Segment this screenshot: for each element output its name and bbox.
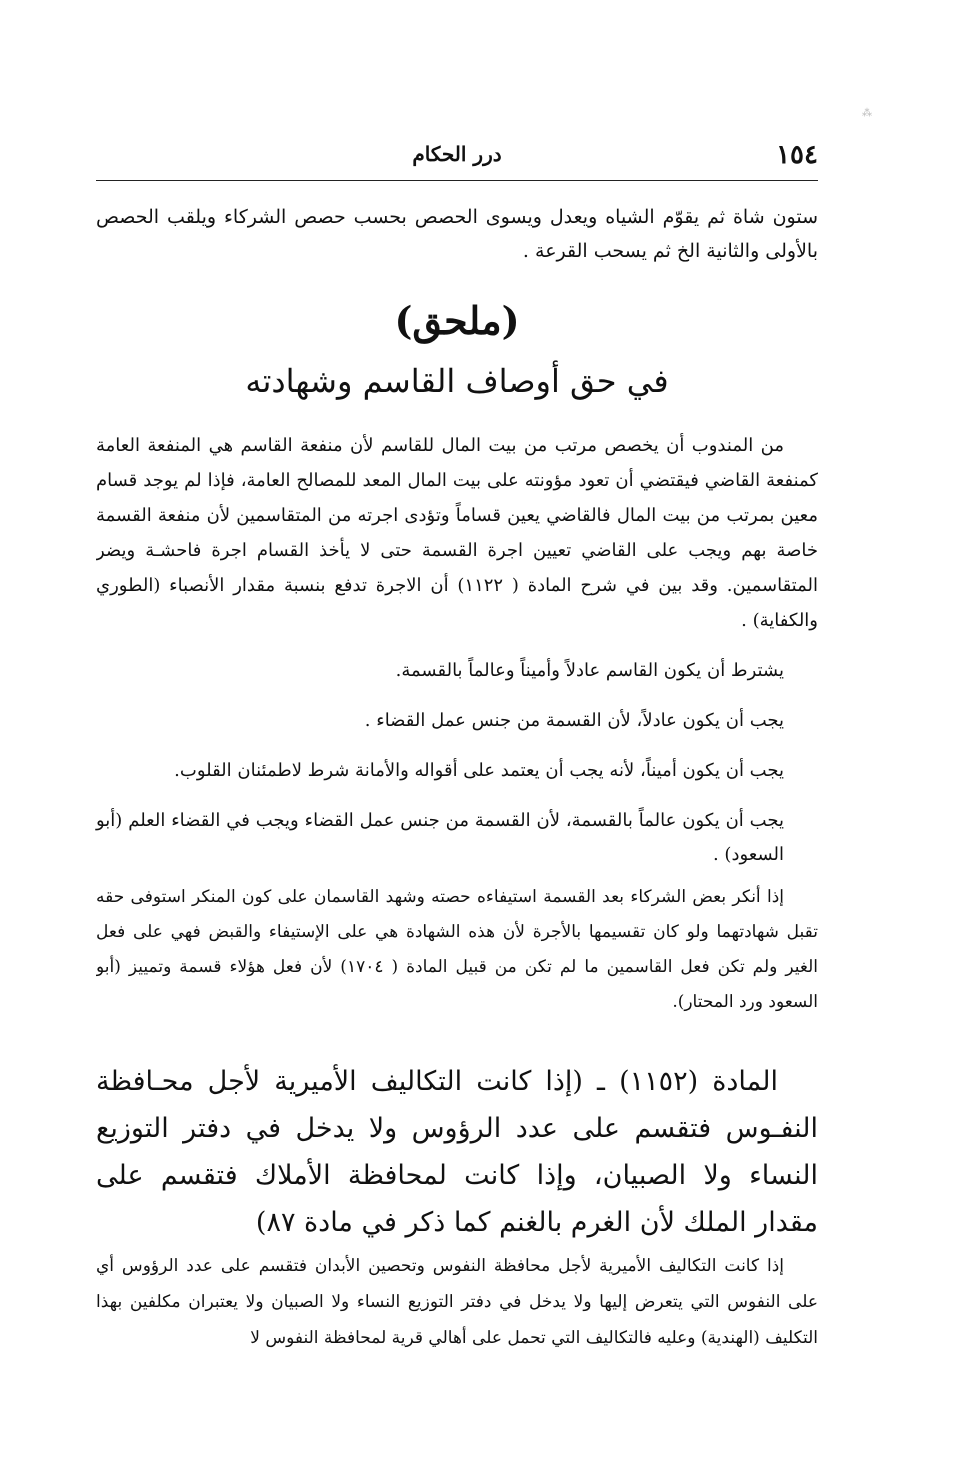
appendix-intro-text: من المندوب أن يخصص مرتب من بيت المال للقاسم لأن منفعة القاسم هي المنفعة العامة كمنفعة القاضي فيقتضي أن تعود مؤونته على بيت المال المعد للمصالح العامة، فإذا لم يوجد قسام معين بمرتب من بيت المال فالقاضي يعين قساماً وتؤدى اجرته من المتقاسمين لأن منفعة القسمة خاصة بهم ويجب على القاضي تعيين اجرة القسمة حتى لا يأخذ القسام اجرة فاحشـة ويضر المتقاسمين. وقد بين في شرح المادة ( ١١٢٢) أن الاجرة تدفع بنسبة مقدار الأنصباء (الطوري والكفاية) . [96,435,818,631]
running-title: درر الحكام [412,142,502,166]
condition-text: يجب أن يكون عالماً بالقسمة، لأن القسمة من جنس عمل القضاء ويجب في القضاء العلم (أبو السعود) . [96,810,784,865]
appendix-subheading: في حق أوصاف القاسم وشهادته [245,362,669,400]
condition-item [96,804,818,872]
condition-text: يشترط أن يكون القاسم عادلاً وأميناً وعالماً بالقسمة. [395,660,784,681]
condition-text: يجب أن يكون أميناً، لأنه يجب أن يعتمد على أقواله والأمانة شرط لاطمئنان القلوب. [174,760,784,781]
article-text: المادة (١١٥٢) ـ (إذا كانت التكاليف الأميرية لأجل محـافظة النفـوس فتقسم على عدد الرؤوس ولا يدخل في دفتر التوزيع النساء ولا الصبيان، وإذا كانت لمحافظة الأملاك فتقسم على مقدار الملك لأن الغرم بالغنم كما ذكر في مادة ٨٧) [96,1066,818,1238]
dispute-text: إذا أنكر بعض الشركاء بعد القسمة استيفاءه حصته وشهد القاسمان على كون المنكر استوفى حقه تقبل شهادتهما ولو كان تقسيمها بالأجرة لأن هذه الشهادة هي على الإستيفاء والقبض فهي على فعل الغير ولم تكن فعل القاسمين ما لم تكن من قبيل المادة ( ١٧٠٤) لأن فعل هؤلاء قسمة وتمييز (أبو السعود ورد المحتار). [96,887,818,1012]
page-number: ١٥٤ [776,140,818,170]
scan-artifact: ⁂ [862,108,872,119]
page-header [96,138,818,181]
condition-item [96,704,818,738]
condition-text: يجب أن يكون عادلاً، لأن القسمة من جنس عمل القضاء . [364,710,784,731]
condition-item [96,654,818,688]
commentary-text: إذا كانت التكاليف الأميرية لأجل محافظة النفوس وتحصين الأبدان فتقسم على عدد الرؤوس أي على النفوس التي يتعرض إليها ولا يدخل في دفتر التوزيع النساء ولا الصبيان ولا يعتبران مكلفين بهذا التكليف (الهندية) وعليه فالتكاليف التي تحمل على أهالي قرية لمحافظة النفوس لا [96,1256,818,1348]
condition-item [96,754,818,788]
appendix-heading: (ملحق) [394,298,520,343]
appendix-intro [96,428,818,638]
article-commentary [96,1248,818,1356]
article-1152 [96,1058,818,1246]
dispute-paragraph [96,880,818,1020]
continuation-paragraph [96,200,818,268]
continuation-text: ستون شاة ثم يقوّم الشياه ويعدل ويسوى الحصص بحسب حصص الشركاء ويلقب الحصص بالأولى والثانية الخ ثم يسحب القرعة . [96,206,818,262]
